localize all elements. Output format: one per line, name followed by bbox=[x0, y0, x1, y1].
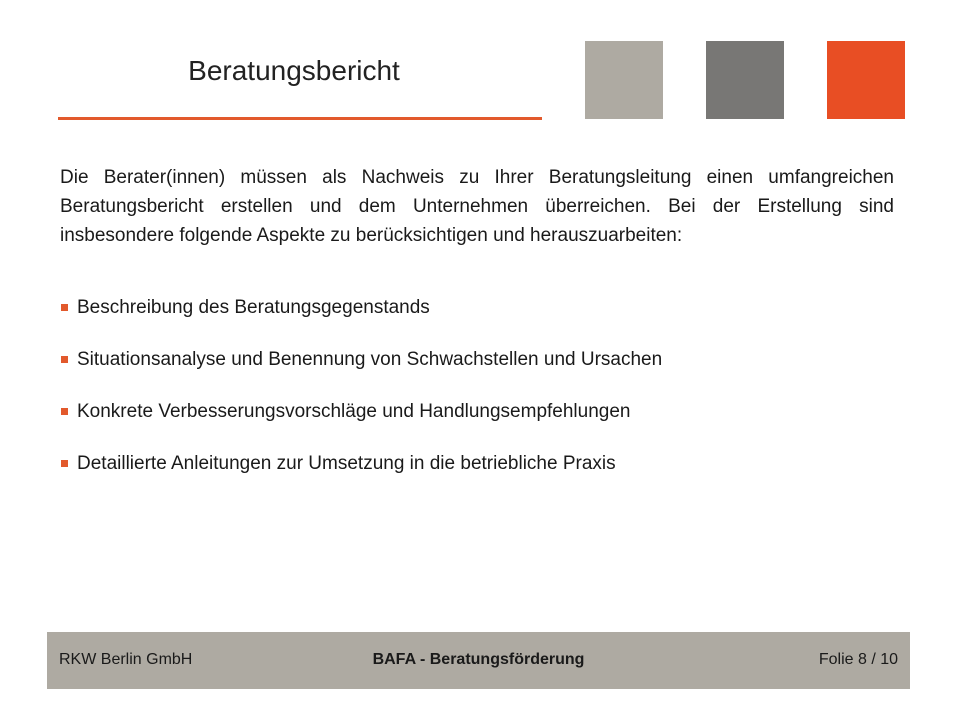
square-bullet-icon bbox=[61, 356, 68, 363]
list-item bbox=[60, 345, 900, 397]
footer-page-number: Folie 8 / 10 bbox=[818, 651, 898, 668]
decor-square-orange bbox=[827, 41, 905, 119]
list-item-text: Detaillierte Anleitungen zur Umsetzung in die betriebliche Praxis bbox=[77, 453, 616, 474]
square-bullet-icon bbox=[61, 408, 68, 415]
decor-square-dark bbox=[706, 41, 784, 119]
list-item-text: Beschreibung des Beratungsgegenstands bbox=[77, 297, 430, 318]
slide-footer bbox=[47, 632, 910, 689]
list-item-text: Konkrete Verbesserungsvorschläge und Handlungsempfehlungen bbox=[77, 401, 631, 422]
title-underline bbox=[58, 117, 542, 120]
decor-square-light bbox=[585, 41, 663, 119]
footer-company: RKW Berlin GmbH bbox=[59, 651, 193, 668]
intro-paragraph: Die Berater(innen) müssen als Nachweis zu Ihrer Beratungsleitung einen umfangreichen Beratungsbericht erstellen und dem Unternehmen überreichen. Bei der Erstellung sind insbesondere folgende Aspekte zu berücksichtigen und herauszuarbeiten: bbox=[60, 167, 894, 246]
square-bullet-icon bbox=[61, 304, 68, 311]
footer-topic: BAFA - Beratungsförderung bbox=[372, 651, 585, 668]
square-bullet-icon bbox=[61, 460, 68, 467]
list-item bbox=[60, 449, 900, 501]
list-item-text: Situationsanalyse und Benennung von Schwachstellen und Ursachen bbox=[77, 349, 663, 370]
list-item bbox=[60, 293, 900, 345]
bullet-list bbox=[60, 293, 900, 501]
slide-title: Beratungsbericht bbox=[188, 55, 400, 86]
list-item bbox=[60, 397, 900, 449]
